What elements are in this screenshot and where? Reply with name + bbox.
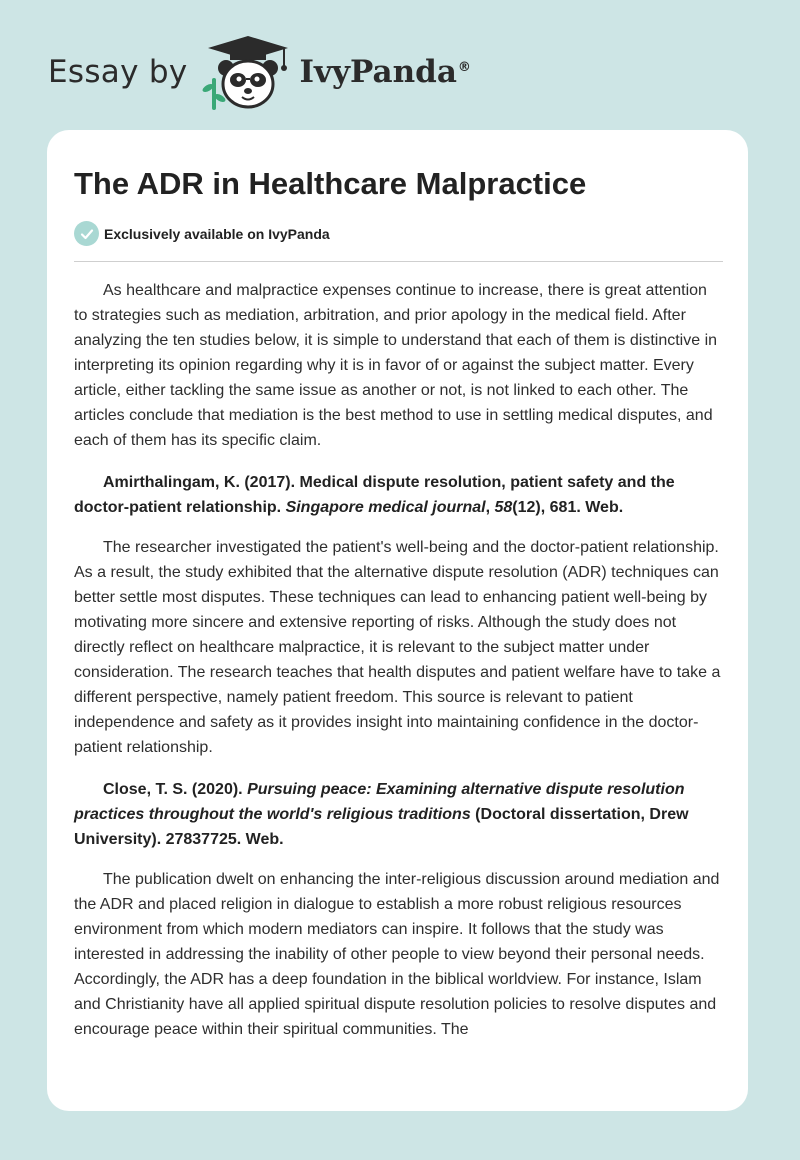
exclusive-badge xyxy=(74,221,330,246)
reference-title: Pursuing peace: Examining alternative dispute resolution practices throughout the world's religious traditions xyxy=(74,781,685,823)
check-circle-icon xyxy=(74,221,99,246)
brand-header xyxy=(48,32,471,112)
summary-paragraph: The researcher investigated the patient's well-being and the doctor-patient relationship. As a result, the study exhibited that the alternative dispute resolution (ADR) techniques can better settle most disputes. These techniques can lead to enhancing patient well-being by motivating more sincere and extensive reporting of risks. Although the study does not directly reflect on healthcare malpractice, it is relevant to the subject matter under consideration. The research teaches that health disputes and patient welfare have to take a different perspective, namely patient freedom. This source is relevant to patient independence and safety as it provides insight into maintaining confidence in the doctor-patient relationship. xyxy=(74,539,721,756)
brand-name-text: IvyPanda xyxy=(299,54,457,90)
reference-entry xyxy=(74,470,724,520)
reference-journal: Singapore medical journal xyxy=(285,499,486,516)
reference-volume: 58 xyxy=(494,499,513,516)
page-title: The ADR in Healthcare Malpractice xyxy=(74,166,587,201)
exclusive-badge-text: Exclusively available on IvyPanda xyxy=(104,225,330,242)
essay-by-label: Essay by xyxy=(48,54,188,90)
reference-lead: Amirthalingam, K. (2017). Medical dispute resolution, patient safety and the doctor-patient relationship. xyxy=(74,474,675,516)
reference-tail: (Doctoral dissertation, Drew University). 27837725. Web. xyxy=(74,806,689,848)
reference-tail: (12), 681. Web. xyxy=(512,499,624,516)
reference-lead: Close, T. S. (2020). xyxy=(103,781,248,798)
brand-name xyxy=(300,54,471,90)
registered-mark: ® xyxy=(457,59,471,75)
reference-entry xyxy=(74,777,724,852)
intro-paragraph: As healthcare and malpractice expenses continue to increase, there is great attention to strategies such as mediation, arbitration, and prior apology in the medical field. After analyzing the ten studies below, it is simple to understand that each of them is distinctive in interpreting its opinion regarding why it is in favor of or against the subject matter. Every article, either tackling the same issue as another or not, is not linked to each other. The articles conclude that mediation is the best method to use in settling medical disputes, and each of them has its specific claim. xyxy=(74,282,718,449)
essay-body xyxy=(74,278,724,1059)
summary-paragraph: The publication dwelt on enhancing the inter-religious discussion around mediation and the ADR and placed religion in dialogue to establish a more robust religious resources environment from which modern mediators can inspire. It follows that the study was interested in addressing the inability of other people to view beyond their personal needs. Accordingly, the ADR has a deep foundation in the biblical worldview. For instance, Islam and Christianity have all applied spiritual dispute resolution policies to resolve disputes and encourage peace within their spiritual communities. The xyxy=(74,871,720,1038)
reference-separator: , xyxy=(485,499,495,516)
essay-card xyxy=(47,130,748,1111)
title-divider xyxy=(74,261,723,262)
panda-graduate-icon xyxy=(202,32,294,112)
